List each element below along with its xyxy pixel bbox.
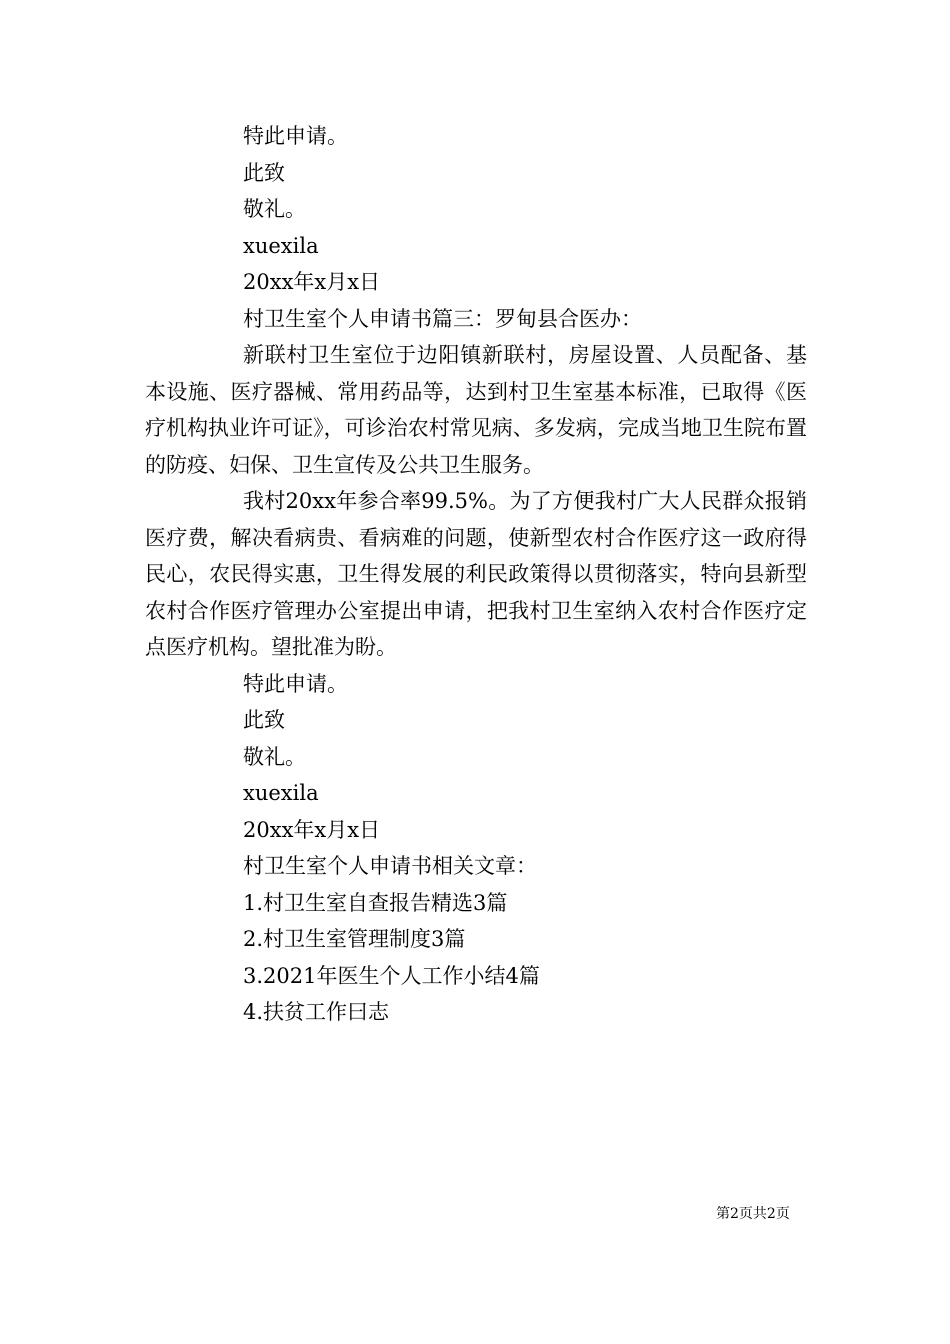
signature-text: xuexila — [243, 233, 319, 258]
related-item: 4.扶贫工作曰志 — [243, 1000, 390, 1024]
date-text: 20xx年x月x日 — [243, 817, 381, 842]
section-heading: 村卫生室个人申请书篇三：罗甸县合医办： — [243, 306, 642, 331]
body-paragraph: 新联村卫生室位于边阳镇新联村，房屋设置、人员配备、基本设施、医疗器械、常用药品等，达到村卫生室基本标准，已取得《医疗机构执业许可证》，可诊治农村常见病、多发病，完成当地卫生院布置的防疫、妇保、卫生宣传及公共卫生服务。 — [145, 343, 807, 477]
date-text: 20xx年x月x日 — [243, 270, 381, 294]
closing-text: 特此申请。 — [243, 124, 348, 148]
signature-text: xuexila — [243, 781, 319, 805]
related-item: 1.村卫生室自查报告精选3篇 — [243, 890, 508, 915]
respect-text: 敬礼。 — [243, 197, 306, 221]
body-paragraph: 我村20xx年参合率99.5%。为了方便我村广大人民群众报销医疗费，解决看病贵、看病难的问题，使新型农村合作医疗这一政府得民心，农民得实惠，卫生得发展的利民政策得以贯彻落实，特向县新型农村合作医疗管理办公室提出申请，把我村卫生室纳入农村合作医疗定点医疗机构。望批准为盼。 — [145, 489, 807, 659]
related-heading: 村卫生室个人申请书相关文章： — [243, 854, 537, 878]
salutation-text: 此致 — [243, 160, 285, 185]
related-item: 3.2021年医生个人工作小结4篇 — [243, 963, 540, 988]
related-item: 2.村卫生室管理制度3篇 — [243, 927, 466, 951]
page-number-footer: 第2页共2页 — [716, 1206, 790, 1222]
document-body — [145, 118, 807, 1031]
closing-text: 特此申请。 — [243, 671, 348, 696]
respect-text: 敬礼。 — [243, 744, 306, 769]
salutation-text: 此致 — [243, 708, 285, 732]
